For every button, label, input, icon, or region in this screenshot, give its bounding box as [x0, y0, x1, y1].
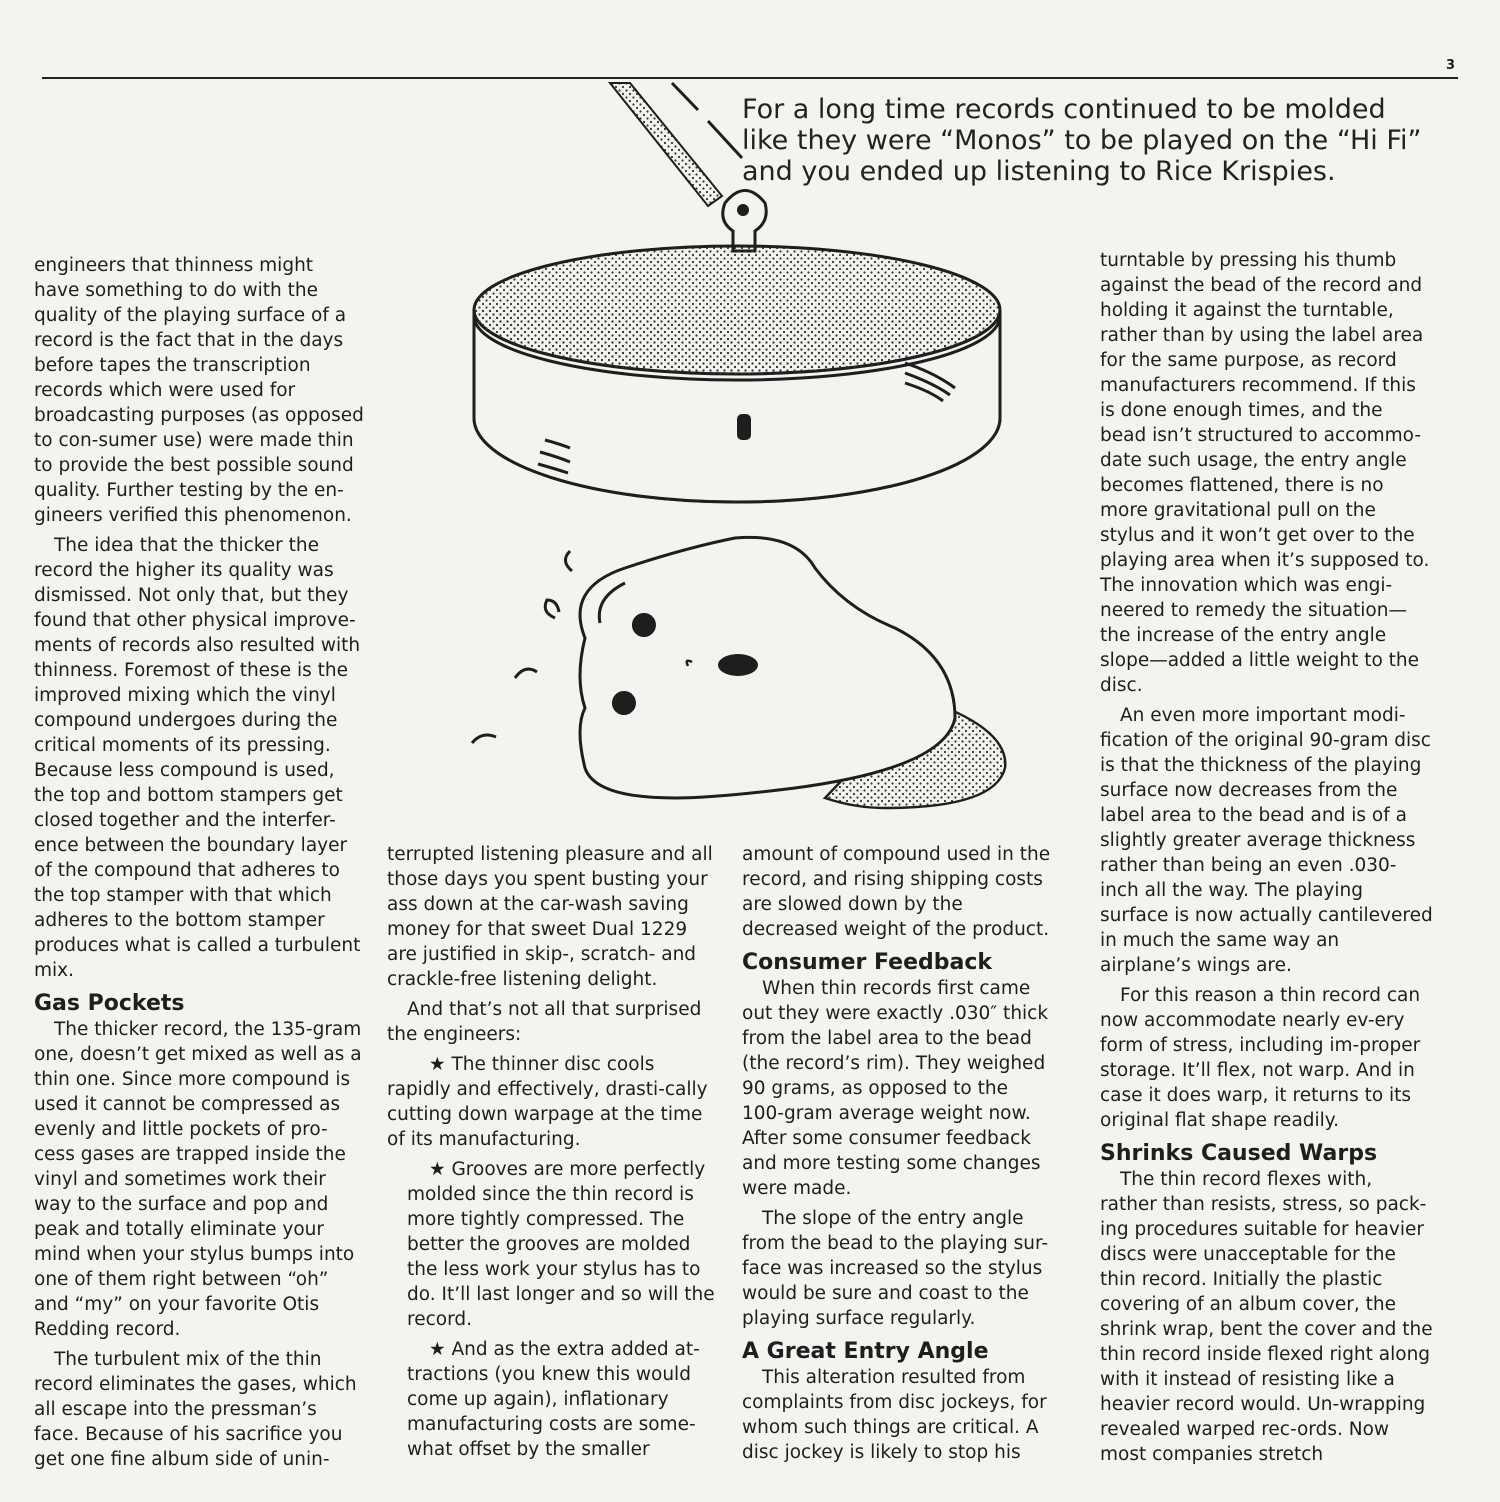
column-1 — [34, 253, 364, 1472]
tonearm-icon — [610, 83, 766, 251]
bullet-text: ★ The thinner disc cools rapidly and effectively, drasti-cally cutting down warpage at the time of its manufacturing. — [387, 1054, 708, 1150]
heading-consumer-feedback: Consumer Feedback — [742, 950, 993, 975]
paragraph: When thin records first came out they were exactly .030″ thick from the label area to the bead (the record’s rim). They weighed 90 grams, as opposed to the 100-gram average weight now. After some consumer feedback and more testing some changes were made. — [742, 978, 1049, 1199]
heading-gas-pockets: Gas Pockets — [34, 991, 185, 1016]
heading-shrinks-caused-warps: Shrinks Caused Warps — [1100, 1141, 1378, 1166]
pull-quote-line: and you ended up listening to Rice Krispies. — [742, 156, 1336, 187]
record-disc-icon — [474, 246, 1000, 502]
paragraph: terrupted listening pleasure and all those days you spent busting your ass down at the car-wash saving money for that sweet Dual 1229 are justified in skip-, scratch- and crackle-free listening delight. — [387, 844, 713, 990]
bullet-text: ★ Grooves are more perfectly molded since the thin record is more tightly compressed. The better the grooves are molded the less work your stylus has to do. It’ll last longer and so will the record. — [407, 1159, 715, 1330]
column-3 — [742, 842, 1052, 1465]
paragraph: The turbulent mix of the thin record eliminates the gases, which all escape into the pressman’s face. Because of his sacrifice you get one fine album side of unin- — [34, 1349, 357, 1470]
paragraph: For this reason a thin record can now accommodate nearly ev-ery form of stress, including im-proper storage. It’ll flex, not warp. And in case it does warp, it returns to its original flat shape readily. — [1100, 985, 1421, 1131]
bullet-item — [387, 1052, 715, 1152]
record-illustration — [460, 78, 1020, 818]
warped-record-icon — [472, 537, 1005, 808]
page-number: 3 — [1446, 58, 1456, 73]
bullet-item — [387, 1337, 715, 1462]
column-4 — [1100, 248, 1434, 1467]
paragraph: The thicker record, the 135-gram one, doesn’t get mixed as well as a thin one. Since more compound is used it cannot be compressed as evenly and little pockets of pro-cess gases are trapped inside the vinyl and sometimes work their way to the surface and pop and peak and totally eliminate your mind when your stylus bumps into one of them right between “oh” and “my” on your favorite Otis Redding record. — [34, 1019, 362, 1340]
paragraph: The idea that the thicker the record the higher its quality was dismissed. Not only that, but they found that other physical improve-ments of records also resulted with thinness. Foremost of these is the improved mixing which the vinyl compound undergoes during the critical moments of its pressing. Because less compound is used, the top and bottom stampers get closed together and the interfer-ence between the boundary layer of the compound that adheres to the top stamper with that which adheres to the bottom stamper produces what is called a turbulent mix. — [34, 535, 361, 981]
bullet-item — [387, 1157, 715, 1332]
paragraph: And that’s not all that surprised the engineers: — [387, 999, 702, 1045]
paragraph: turntable by pressing his thumb against the bead of the record and holding it against the turntable, rather than by using the label area for the same purpose, as record manufacturers recommend. If this is done enough times, and the bead isn’t structured to accommo-date such usage, the entry angle becomes flattened, there is no more gravitational pull on the stylus and it won’t get over to the playing area when it’s supposed to. The innovation which was engi-neered to remedy the situation—the increase of the entry angle slope—added a little weight to the disc. — [1100, 250, 1430, 696]
paragraph: This alteration resulted from complaints from disc jockeys, for whom such things are critical. A disc jockey is likely to stop his — [742, 1367, 1047, 1463]
pull-quote-line: like they were “Monos” to be played on the “Hi Fi” — [742, 125, 1422, 156]
bullet-text: ★ And as the extra added at-tractions (you knew this would come up again), inflationary manufacturing costs are some-what offset by the smaller — [407, 1339, 700, 1460]
paragraph: The slope of the entry angle from the bead to the playing sur-face was increased so the stylus would be sure and coast to the playing surface regularly. — [742, 1208, 1049, 1329]
paragraph: An even more important modi-fication of the original 90-gram disc is that the thickness of the playing surface now decreases from the label area to the bead and is of a slightly greater average thickness rather than being an even .030-inch all the way. The playing surface is now actually cantilevered in much the same way an airplane’s wings are. — [1100, 705, 1433, 976]
paragraph: engineers that thinness might have something to do with the quality of the playing surface of a record is the fact that in the days before tapes the transcription records which were used for broadcasting purposes (as opposed to con-sumer use) were made thin to provide the best possible sound quality. Further testing by the en-gineers verified this phenomenon. — [34, 255, 364, 526]
paragraph: The thin record flexes with, rather than resists, stress, so pack-ing procedures suitable for heavier discs were unacceptable for the thin record. Initially the plastic covering of an album cover, the shrink wrap, bent the cover and the thin record inside flexed right along with it instead of resisting like a heavier record would. Un-wrapping revealed warped rec-ords. Now most companies stretch — [1100, 1169, 1433, 1465]
paragraph: amount of compound used in the record, and rising shipping costs are slowed down by the decreased weight of the product. — [742, 844, 1051, 940]
heading-great-entry-angle: A Great Entry Angle — [742, 1339, 989, 1364]
pull-quote-line: For a long time records continued to be molded — [742, 94, 1386, 125]
column-2 — [387, 842, 715, 1462]
